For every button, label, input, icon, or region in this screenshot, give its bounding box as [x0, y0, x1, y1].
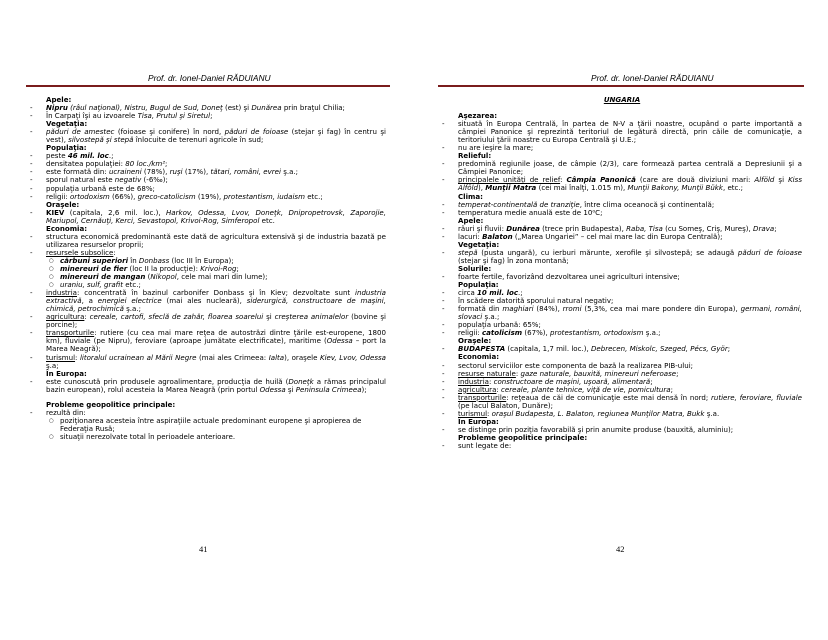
list-item: - BUDAPESTA (capitala, 1,7 mil. loc.), Debrecen, Miskolc, Szeged, Pécs, Györ; [442, 345, 802, 353]
list-item: - resurse naturale: gaze naturale, bauxită, minereuri neferoase; [442, 370, 802, 378]
heading: Relieful: [458, 151, 492, 161]
list-item: - populaţia urbană: 65%; [442, 321, 802, 329]
heading: Vegetaţia: [46, 119, 88, 129]
page-body [30, 96, 386, 441]
heading: Oraşele: [46, 199, 80, 209]
header-rule [438, 85, 804, 87]
list-item: - industria: concentrată în bazinul carbonifer Donbass şi în Kiev; dezvoltate sunt industria extractivă, a energiei electrice (mai ales nucleară), siderurgică, constructoare de maşini, chimică, petrochimică ş.a.; [30, 289, 386, 313]
list-item: - transporturile: rutiere (cu cea mai mare reţea de autostrăzi dintre ţările est-europene, 1800 km), fluviale (pe Nipru), feroviare (aproape jumătate electrificate), maritime (Odessa – port la Marea Neagră); [30, 329, 386, 353]
list-item: - turismul: oraşul Budapesta, L. Balaton, regiunea Munţilor Matra, Bukk ş.a. [442, 410, 802, 418]
heading: În Europa: [46, 368, 87, 378]
list-item: - Nipru (râul naţional), Nistru, Bugul de Sud, Doneţ (est) şi Dunărea prin braţul Chilia; [30, 104, 386, 112]
heading: Clima: [458, 191, 483, 201]
sub-item: ○ situaţii nerezolvate total în perioadele anterioare. [30, 433, 386, 441]
page-number: 41 [199, 544, 208, 554]
list-item: - structura economică predominantă este dată de agricultura extensivă şi de industria bazată pe utilizarea resurselor proprii; [30, 233, 386, 249]
list-item: - păduri de amestec (foioase şi conifere) în nord, păduri de foioase (stejar şi fag) în centru şi vest), silvostepă şi stepă înlocuite de terenuri agricole în sud; [30, 128, 386, 144]
list-item: - temperatura medie anuală este de 10⁰C; [442, 209, 802, 217]
heading: Populaţia: [46, 143, 87, 153]
list-item: - foarte fertile, favorizând dezvoltarea unei agriculturi intensive; [442, 273, 802, 281]
list-item: - lacuri: Balaton („Marea Ungariei” – cel mai mare lac din Europa Centrală); [442, 233, 802, 241]
list-item: - în scădere datorită sporului natural negativ; [442, 297, 802, 305]
heading: Solurile: [458, 263, 492, 273]
list-item: - agricultura: cereale, cartofi, sfeclă de zahăr, floarea soarelui şi creşterea animalelor (bovine şi porcine); [30, 313, 386, 329]
list-item: - se distinge prin poziţia favorabilă şi prin anumite produse (bauxită, aluminiu); [442, 426, 802, 434]
list-item: - este cunoscută prin produsele agroalimentare, producţia de huilă (Doneţk a rămas principalul bazin european), rolul acesteia la Marea Neagră (prin portul Odessa şi Peninsula Crimeea); [30, 378, 386, 394]
sub-item: ○ poziţionarea acesteia între aspiraţiile actuale predominant europene şi apropierea de Federaţia Rusă; [30, 417, 386, 433]
list-item: - stepă (pusta ungară), cu ierburi mărunte, xerofile şi silvostepă; se adaugă păduri de foioase (stejar şi fag) în zona montană; [442, 249, 802, 265]
heading: Economia: [458, 352, 500, 362]
list-item: - densitatea populaţiei: 80 loc./km²; [30, 160, 386, 168]
list-item: - sectorul serviciilor este componenta de bază la realizarea PIB-ului; [442, 362, 802, 370]
heading: Apele: [46, 95, 72, 104]
heading: Oraşele: [458, 336, 492, 346]
sub-item: ○ minereuri de mangan (Nikopol, cele mai mari din lume); [30, 273, 386, 281]
sub-item: ○ minereuri de fier (loc II la producţie): Krivoi-Rog; [30, 265, 386, 273]
heading: Aşezarea: [458, 111, 498, 121]
list-item: - situată în Europa Centrală, în partea de N-V a ţării noastre, ocupând o parte importantă a câmpiei Panonice şi reprezintă teritoriul de legătură directă, prin căile de comunicaţie, a teritoriului ţării noastre cu Europa Centrală şi U.E.; [442, 120, 802, 144]
page-body [442, 96, 802, 450]
heading: Probleme geopolitice principale: [46, 399, 176, 409]
page-42 [414, 0, 828, 640]
page-number: 42 [616, 544, 625, 554]
list-item: - În Carpaţi îşi au izvoarele Tisa, Prutul şi Siretul; [30, 112, 386, 120]
list-item: - este formată din: ucraineni (78%), ruşi (17%), tătari, români, evrei ş.a.; [30, 168, 386, 176]
list-item: - sporul natural este negativ (-6‰); [30, 176, 386, 184]
running-header: Prof. dr. Ionel-Daniel RĂDUIANU [148, 73, 271, 83]
heading: În Europa: [458, 416, 499, 426]
heading: Economia: [46, 223, 88, 233]
running-header: Prof. dr. Ionel-Daniel RĂDUIANU [591, 73, 714, 83]
list-item: - populaţia urbană este de 68%; [30, 185, 386, 193]
list-item: - KIEV (capitala, 2,6 mil. loc.), Harkov, Odessa, Lvov, Doneţk, Dnipropetrovsk, Zaporojie, Mariupol, Cernăuţi, Kerci, Sevastopol, Krivoi-Rog, Simferopol etc. [30, 209, 386, 225]
list-item: - religii: ortodoxism (66%), greco-catolicism (19%), protestantism, iudaism etc.; [30, 193, 386, 201]
page-title: UNGARIA [603, 95, 641, 104]
header-rule [26, 85, 390, 87]
list-item: - predomină regiunile joase, de câmpie (2/3), care formează partea centrală a Depresiunii şi a Câmpiei Panonice; [442, 160, 802, 176]
list-item: - nu are ieşire la mare; [442, 144, 802, 152]
list-item: - transporturile: reţeaua de căi de comunicaţie este mai densă în nord; rutiere, feroviare, fluviale (pe lacul Balaton, Dunăre); [442, 394, 802, 410]
list-item: - religii: catolicism (67%), protestantism, ortodoxism ş.a.; [442, 329, 802, 337]
list-item: - formată din maghiari (84%), rromi (5,3%, cea mai mare pondere din Europa), germani, români, slovaci ş.a.; [442, 305, 802, 321]
list-item: - turismul: litoralul ucrainean al Mării Negre (mai ales Crimeea: Ialta), oraşele Kiev, Lvov, Odessa ş.a; [30, 354, 386, 370]
list-item: - rezultă din: [30, 409, 386, 417]
list-item: - principalele unităţi de relief: Câmpia Panonică (care are două diviziuni mari: Alföld şi Kiss Alföld), Munţii Matra (cei mai înalţi, 1.015 m), Munţii Bakony, Munţii Bükk, etc.; [442, 176, 802, 192]
list-item: - resursele subsolice: [30, 249, 386, 257]
list-item: - sunt legate de: [442, 442, 802, 450]
list-item: - râuri şi fluvii: Dunărea (trece prin Budapesta), Raba, Tisa (cu Someş, Criş, Mureş), Drava; [442, 225, 802, 233]
list-item: - peste 46 mil. loc.; [30, 152, 386, 160]
list-item: - industria: constructoare de maşini, uşoară, alimentară; [442, 378, 802, 386]
list-item: - agricultura: cereale, plante tehnice, viţă de vie, pomicultura; [442, 386, 802, 394]
heading: Apele: [458, 215, 484, 225]
sub-item: ○ cărbuni superiori în Donbass (loc III în Europa); [30, 257, 386, 265]
heading: Vegetaţia: [458, 239, 500, 249]
heading: Probleme geopolitice principale: [458, 432, 588, 442]
list-item: - temperat-continentală de tranziţie, între clima oceanocă şi continentală; [442, 201, 802, 209]
sub-item: ○ uraniu, sulf, grafit etc.; [30, 281, 386, 289]
list-item: - circa 10 mil. loc.; [442, 289, 802, 297]
heading: Populaţia: [458, 280, 499, 290]
